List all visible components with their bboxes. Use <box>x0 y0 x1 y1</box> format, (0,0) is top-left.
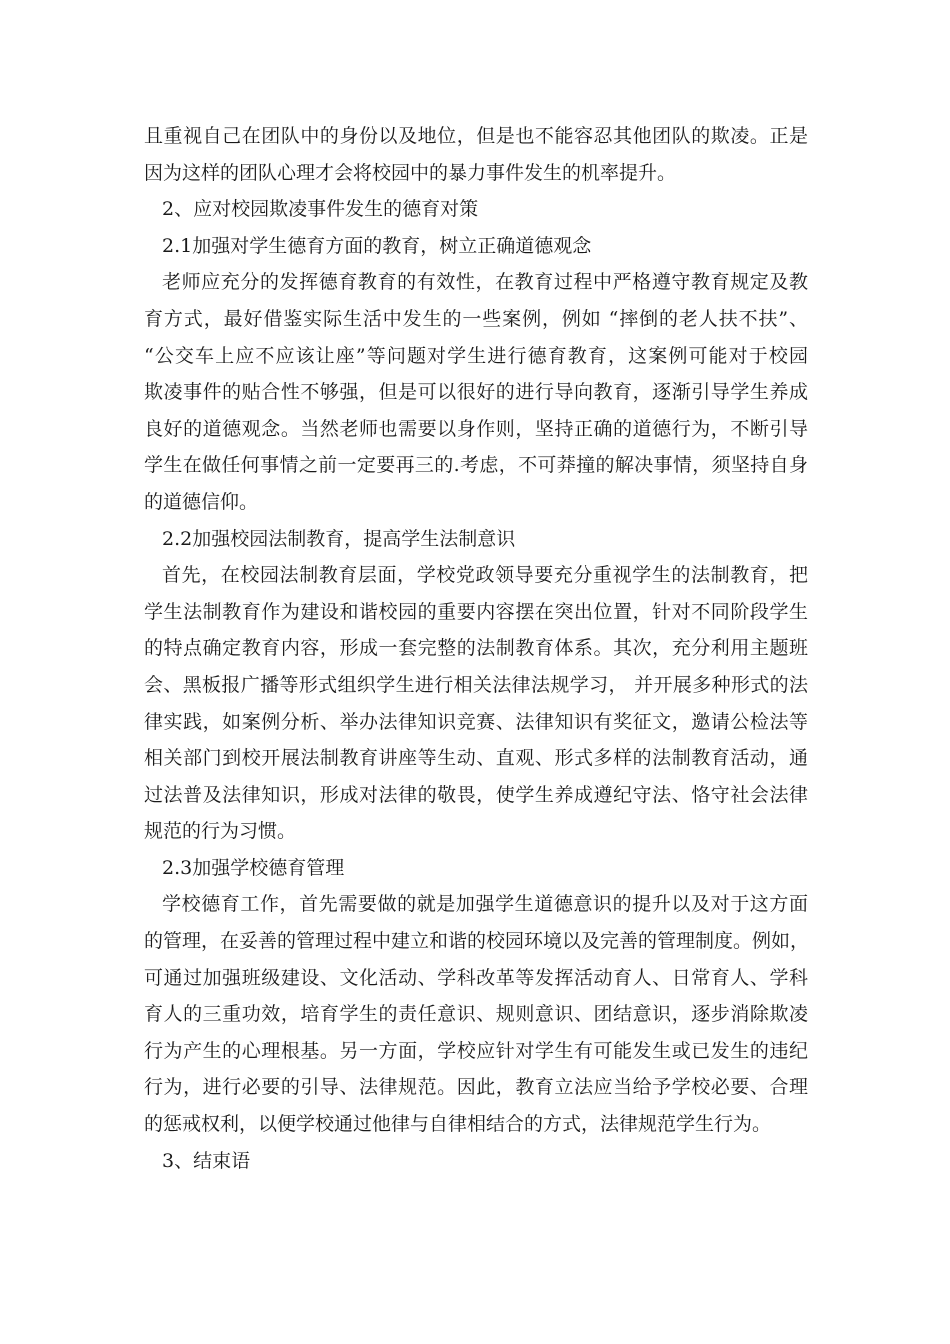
text-line: 且重视自己在团队中的身份以及地位，但是也不能容忍其他团队的欺凌。正是 <box>144 125 808 147</box>
text-line: 育人的三重功效，培育学生的责任意识、规则意识、团结意识，逐步消除欺凌 <box>144 1003 808 1026</box>
text-line: 过法普及法律知识，形成对法律的敬畏，使学生养成遵纪守法、恪守社会法律 <box>144 783 808 806</box>
text-line: 良好的道德观念。当然老师也需要以身作则，坚持正确的道德行为，不断引导 <box>144 417 808 440</box>
text-line: 老师应充分的发挥德育教育的有效性，在教育过程中严格遵守教育规定及教 <box>162 271 808 294</box>
text-line: 的道德信仰。 <box>144 490 259 513</box>
text-line: 的管理，在妥善的管理过程中建立和谐的校园环境以及完善的管理制度。例如， <box>144 930 810 953</box>
text-line: 会、黑板报广播等形式组织学生进行相关法律法规学习， 并开展多种形式的法 <box>144 673 808 696</box>
text-line: 行为产生的心理根基。另一方面，学校应针对学生有可能发生或已发生的违纪 <box>144 1039 808 1062</box>
text-line: 2.1加强对学生德育方面的教育，树立正确道德观念 <box>162 234 592 257</box>
text-line: 的惩戒权利，以便学校通过他律与自律相结合的方式，法律规范学生行为。 <box>144 1113 772 1136</box>
text-line: 行为，进行必要的引导、法律规范。因此，教育立法应当给予学校必要、合理 <box>144 1076 808 1099</box>
text-line: 欺凌事件的贴合性不够强，但是可以很好的进行导向教育，逐渐引导学生养成 <box>144 381 808 404</box>
text-line: 因为这样的团队心理才会将校园中的暴力事件发生的机率提升。 <box>144 161 677 184</box>
text-line: 育方式，最好借鉴实际生活中发生的一些案例，例如 “摔倒的老人扶不扶”、 <box>144 307 808 330</box>
text-line: 学生在做任何事情之前一定要再三的.考虑，不可莽撞的解决事情，须坚持自身 <box>144 454 808 477</box>
text-line: 相关部门到校开展法制教育讲座等生动、直观、形式多样的法制教育活动，通 <box>144 747 808 770</box>
text-line: 3、结束语 <box>162 1149 251 1172</box>
text-line: 2.3加强学校德育管理 <box>162 856 345 879</box>
text-line: 学校德育工作，首先需要做的就是加强学生道德意识的提升以及对于这方面 <box>162 893 808 916</box>
text-line: 规范的行为习惯。 <box>144 820 297 843</box>
text-line: “公交车上应不应该让座”等问题对学生进行德育教育，这案例可能对于校园 <box>144 344 808 367</box>
text-line: 律实践，如案例分析、举办法律知识竞赛、法律知识有奖征文，邀请公检法等 <box>144 710 808 733</box>
text-line: 首先，在校园法制教育层面，学校党政领导要充分重视学生的法制教育，把 <box>162 564 808 587</box>
text-line: 可通过加强班级建设、文化活动、学科改革等发挥活动育人、日常育人、学科 <box>144 966 808 989</box>
document-body <box>144 118 808 1179</box>
text-line: 2、应对校园欺凌事件发生的德育对策 <box>162 198 479 221</box>
text-line: 的特点确定教育内容，形成一套完整的法制教育体系。其次，充分利用主题班 <box>144 637 808 660</box>
text-line: 学生法制教育作为建设和谐校园的重要内容摆在突出位置，针对不同阶段学生 <box>144 600 808 623</box>
text-line: 2.2加强校园法制教育，提高学生法制意识 <box>162 527 516 550</box>
